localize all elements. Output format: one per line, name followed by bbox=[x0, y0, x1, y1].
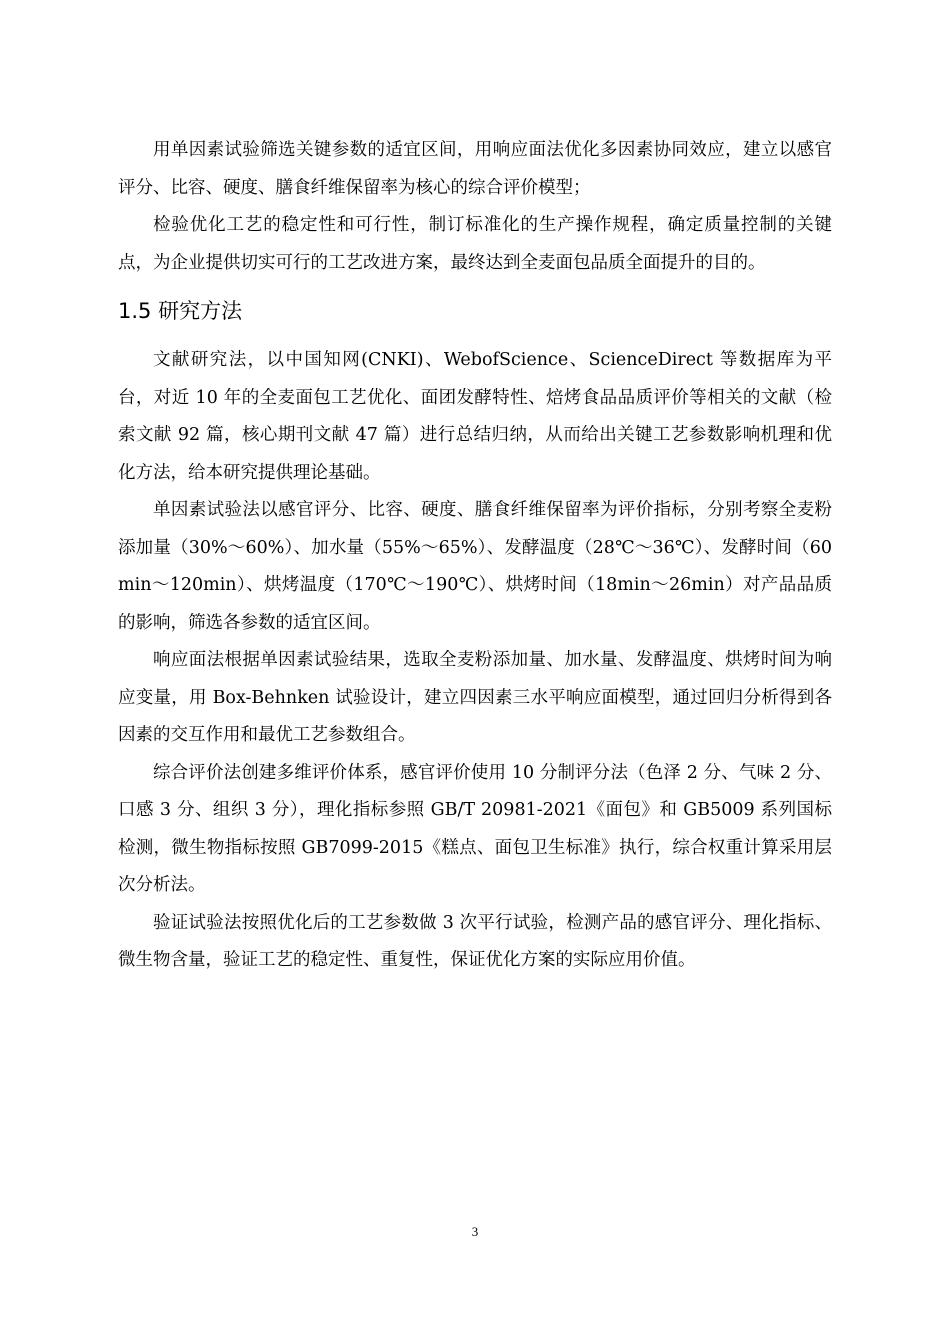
paragraph-single-factor-method: 单因素试验法以感官评分、比容、硬度、膳食纤维保留率为评价指标，分别考察全麦粉添加量（30%～60%）、加水量（55%～65%）、发酵温度（28℃～36℃）、发酵时间（60min～120min）、烘烤温度（170℃～190℃）、烘烤时间（18min～26min）对产品品质的影响，筛选各参数的适宜区间。 bbox=[118, 500, 832, 633]
section-heading-research-methods: 1.5 研究方法 bbox=[118, 299, 243, 323]
paragraph-response-surface-method: 响应面法根据单因素试验结果，选取全麦粉添加量、加水量、发酵温度、烘烤时间为响应变量，用 Box-Behnken 试验设计，建立四因素三水平响应面模型，通过回归分析得到各因素的交互作用和最优工艺参数组合。 bbox=[118, 650, 832, 745]
paragraph-verification-method: 验证试验法按照优化后的工艺参数做 3 次平行试验，检测产品的感官评分、理化指标、微生物含量，验证工艺的稳定性、重复性，保证优化方案的实际应用价值。 bbox=[118, 912, 832, 970]
document-page bbox=[118, 132, 832, 980]
page-number: 3 bbox=[471, 1224, 479, 1239]
paragraph-objective-1: 用单因素试验筛选关键参数的适宜区间，用响应面法优化多因素协同效应，建立以感官评分、比容、硬度、膳食纤维保留率为核心的综合评价模型； bbox=[118, 140, 832, 198]
paragraph-comprehensive-evaluation-method: 综合评价法创建多维评价体系，感官评价使用 10 分制评分法（色泽 2 分、气味 2 分、口感 3 分、组织 3 分），理化指标参照 GB/T 20981-2021《面包》和 GB5009 系列国标检测，微生物指标按照 GB7099-2015《糕点、面包卫生标准》执行，综合权重计算采用层次分析法。 bbox=[118, 762, 832, 895]
paragraph-literature-method: 文献研究法，以中国知网(CNKI)、WebofScience、ScienceDirect 等数据库为平台，对近 10 年的全麦面包工艺优化、面团发酵特性、焙烤食品品质评价等相关的文献（检索文献 92 篇，核心期刊文献 47 篇）进行总结归纳，从而给出关键工艺参数影响机理和优化方法，给本研究提供理论基础。 bbox=[118, 350, 832, 483]
paragraph-objective-2: 检验优化工艺的稳定性和可行性，制订标准化的生产操作规程，确定质量控制的关键点，为企业提供切实可行的工艺改进方案，最终达到全麦面包品质全面提升的目的。 bbox=[118, 215, 832, 273]
